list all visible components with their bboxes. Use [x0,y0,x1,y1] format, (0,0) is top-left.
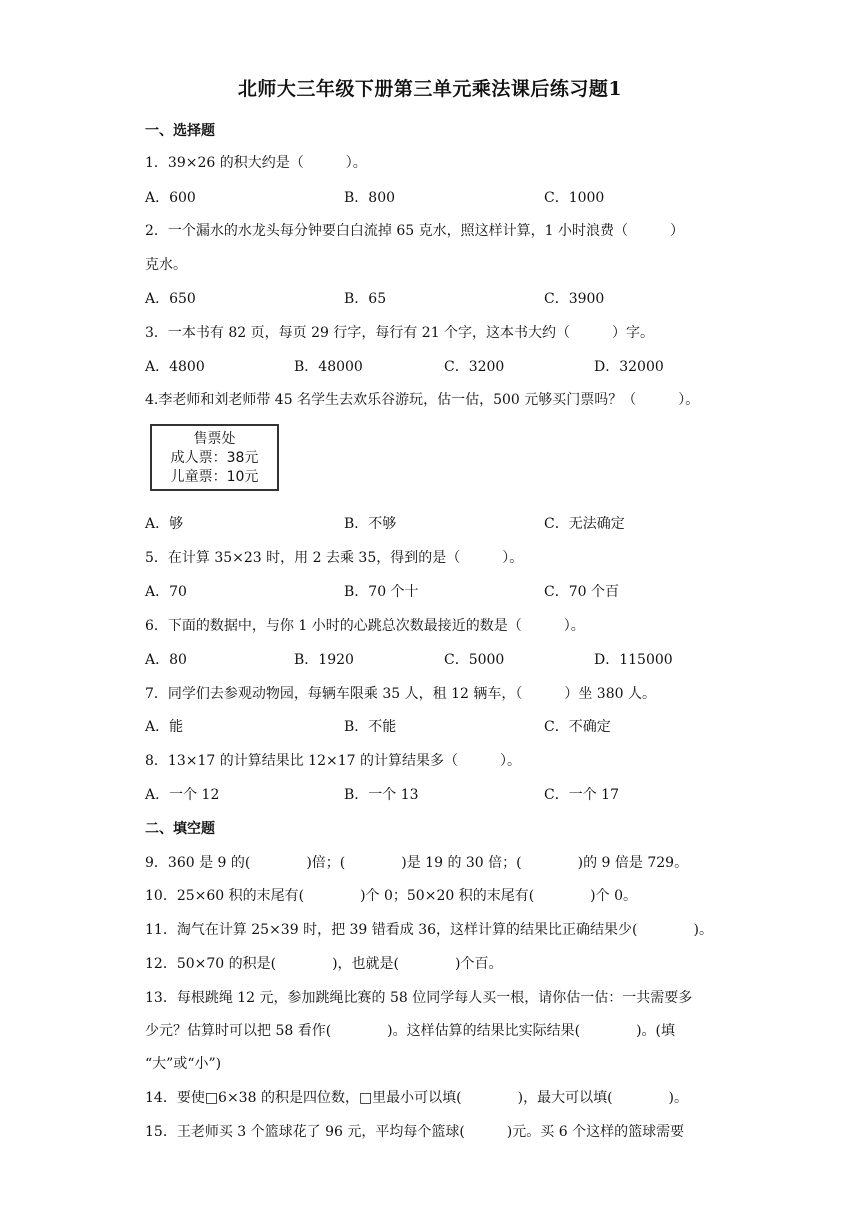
question-6: 6．下面的数据中，与你 1 小时的心跳总次数最接近的数是（ ）。 [145,618,585,634]
question-3: 3．一本书有 82 页，每页 29 行字，每行有 21 个字，这本书大约（ ）字。 [145,325,655,341]
q8-option-a: A．一个 12 [145,787,220,803]
question-10: 10．25×60 积的末尾有( )个 0；50×20 积的末尾有( )个 0。 [145,888,637,904]
q3-option-b: B．48000 [294,359,363,375]
question-7: 7．同学们去参观动物园，每辆车限乘 35 人，租 12 辆车，（ ）坐 380 人。 [145,686,656,702]
ticket-price-sign [150,424,279,491]
q7-option-a: A．能 [145,719,184,735]
q2-option-a: A．650 [145,291,196,307]
q6-option-b: B．1920 [294,652,354,668]
page-title: 北师大三年级下册第三单元乘法课后练习题1 [237,78,623,100]
question-1: 1．39×26 的积大约是（ ）。 [145,155,367,171]
ticket-adult-price: 成人票：38元 [170,450,259,466]
q7-option-b: B．不能 [344,719,397,735]
question-15: 15．王老师买 3 个篮球花了 96 元，平均每个篮球( )元。买 6 个这样的篮球需要 [145,1124,685,1140]
q4-option-b: B．不够 [344,516,397,532]
question-4: 4.李老师和刘老师带 45 名学生去欢乐谷游玩，估一估，500 元够买门票吗？（ ）。 [145,392,700,408]
q2-option-c: C．3900 [544,291,605,307]
question-11: 11．淘气在计算 25×39 时，把 39 错看成 36，这样计算的结果比正确结果少( )。 [145,922,713,938]
section-fill-heading: 二、填空题 [145,821,215,837]
question-13-cont: 少元？估算时可以把 58 看作( )。这样估算的结果比实际结果( )。(填 [145,1023,676,1039]
ticket-child-price: 儿童票：10元 [170,469,259,485]
question-13-cont2: “大”或“小”) [145,1056,222,1072]
question-8: 8．13×17 的计算结果比 12×17 的计算结果多（ ）。 [145,753,521,769]
question-13: 13．每根跳绳 12 元，参加跳绳比赛的 58 位同学每人买一根，请你估一估：一共需要多 [145,990,693,1006]
q8-option-c: C．一个 17 [544,787,619,803]
question-2: 2．一个漏水的水龙头每分钟要白白流掉 65 克水，照这样计算，1 小时浪费（ ） [145,223,684,239]
q7-option-c: C．不确定 [544,719,611,735]
q8-option-b: B．一个 13 [344,787,419,803]
q2-option-b: B．65 [344,291,387,307]
question-2-cont: 克水。 [145,257,187,273]
q6-option-a: A．80 [145,652,187,668]
q4-option-c: C．无法确定 [544,516,625,532]
ticket-heading: 售票处 [193,431,236,447]
q5-option-b: B．70 个十 [344,584,419,600]
q5-option-a: A．70 [145,584,187,600]
q1-option-c: C．1000 [544,190,605,206]
q1-option-b: B．800 [344,190,396,206]
question-14: 14．要使□6×38 的积是四位数，□里最小可以填( )，最大可以填( )。 [145,1090,689,1106]
question-5: 5．在计算 35×23 时，用 2 去乘 35，得到的是（ ）。 [145,550,524,566]
q5-option-c: C．70 个百 [544,584,619,600]
question-9: 9．360 是 9 的( )倍；( )是 19 的 30 倍；( )的 9 倍是 729。 [145,855,689,871]
q3-option-d: D．32000 [594,359,664,375]
q6-option-c: C．5000 [444,652,505,668]
q3-option-c: C．3200 [444,359,505,375]
q6-option-d: D．115000 [594,652,673,668]
q3-option-a: A．4800 [145,359,205,375]
q1-option-a: A．600 [145,190,196,206]
section-choice-heading: 一、选择题 [145,123,215,139]
q4-option-a: A．够 [145,516,184,532]
question-12: 12．50×70 的积是( )，也就是( )个百。 [145,956,503,972]
